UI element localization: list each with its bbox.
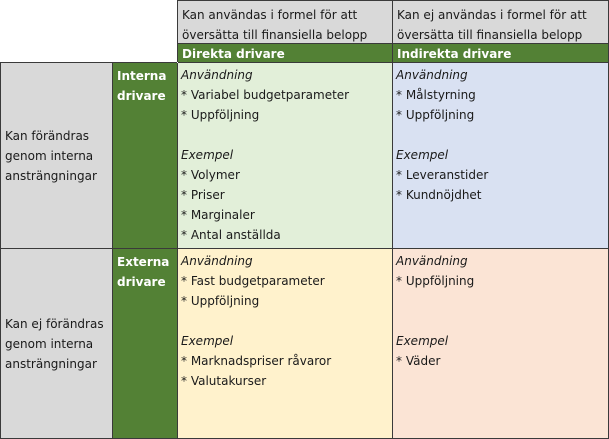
row-label-internal-text: Kan förändras genom interna ansträngningar [5,128,97,183]
direct-title-text: Direkta drivare [182,47,285,61]
driver-external-text: Externa drivare [117,255,170,289]
row-label-internal [1,63,113,249]
cell-indirect-internal [393,63,609,249]
usage-item: * Uppföljning [181,108,260,122]
header-indirect-description [393,1,609,44]
spacer [181,311,389,331]
usage-title: Användning [181,254,253,268]
example-item: * Valutakurser [181,374,267,388]
usage-title: Användning [396,68,468,82]
header-direct-description-text: Kan användas i formel för att översätta till finansiella belopp [182,8,368,42]
driver-internal-text: Interna drivare [117,69,167,103]
usage-title: Användning [396,254,468,268]
example-title: Exempel [396,148,449,162]
indirect-title-text: Indirekta drivare [397,47,512,61]
example-item: * Leveranstider [396,168,489,182]
cell-direct-internal [178,63,393,249]
example-title: Exempel [181,334,234,348]
usage-item: * Uppföljning [396,108,475,122]
usage-item: * Variabel budgetparameter [181,88,350,102]
example-item: * Kundnöjdhet [396,188,482,202]
usage-title: Användning [181,68,253,82]
example-item: * Priser [181,188,225,202]
header-indirect-title [393,44,609,63]
driver-external [113,249,178,439]
header-indirect-description-text: Kan ej användas i formel för att översätta till finansiella belopp [397,8,587,42]
example-item: * Antal anställda [181,228,281,242]
cell-direct-external [178,249,393,439]
spacer [396,125,605,145]
example-item: * Marginaler [181,208,255,222]
usage-item: * Målstyrning [396,88,476,102]
cell-indirect-external [393,249,609,439]
usage-item: * Uppföljning [181,294,260,308]
header-direct-description [178,1,393,44]
row-label-external [1,249,113,439]
row-label-external-text: Kan ej förändras genom interna ansträngningar [5,316,104,371]
usage-item: * Uppföljning [396,274,475,288]
usage-item: * Fast budgetparameter [181,274,325,288]
example-title: Exempel [396,334,449,348]
driver-internal [113,63,178,249]
example-title: Exempel [181,148,234,162]
example-item: * Väder [396,354,441,368]
header-direct-title [178,44,393,63]
spacer [396,291,605,311]
example-item: * Marknadspriser råvaror [181,354,332,368]
example-item: * Volymer [181,168,240,182]
spacer [396,311,605,331]
spacer [181,125,389,145]
